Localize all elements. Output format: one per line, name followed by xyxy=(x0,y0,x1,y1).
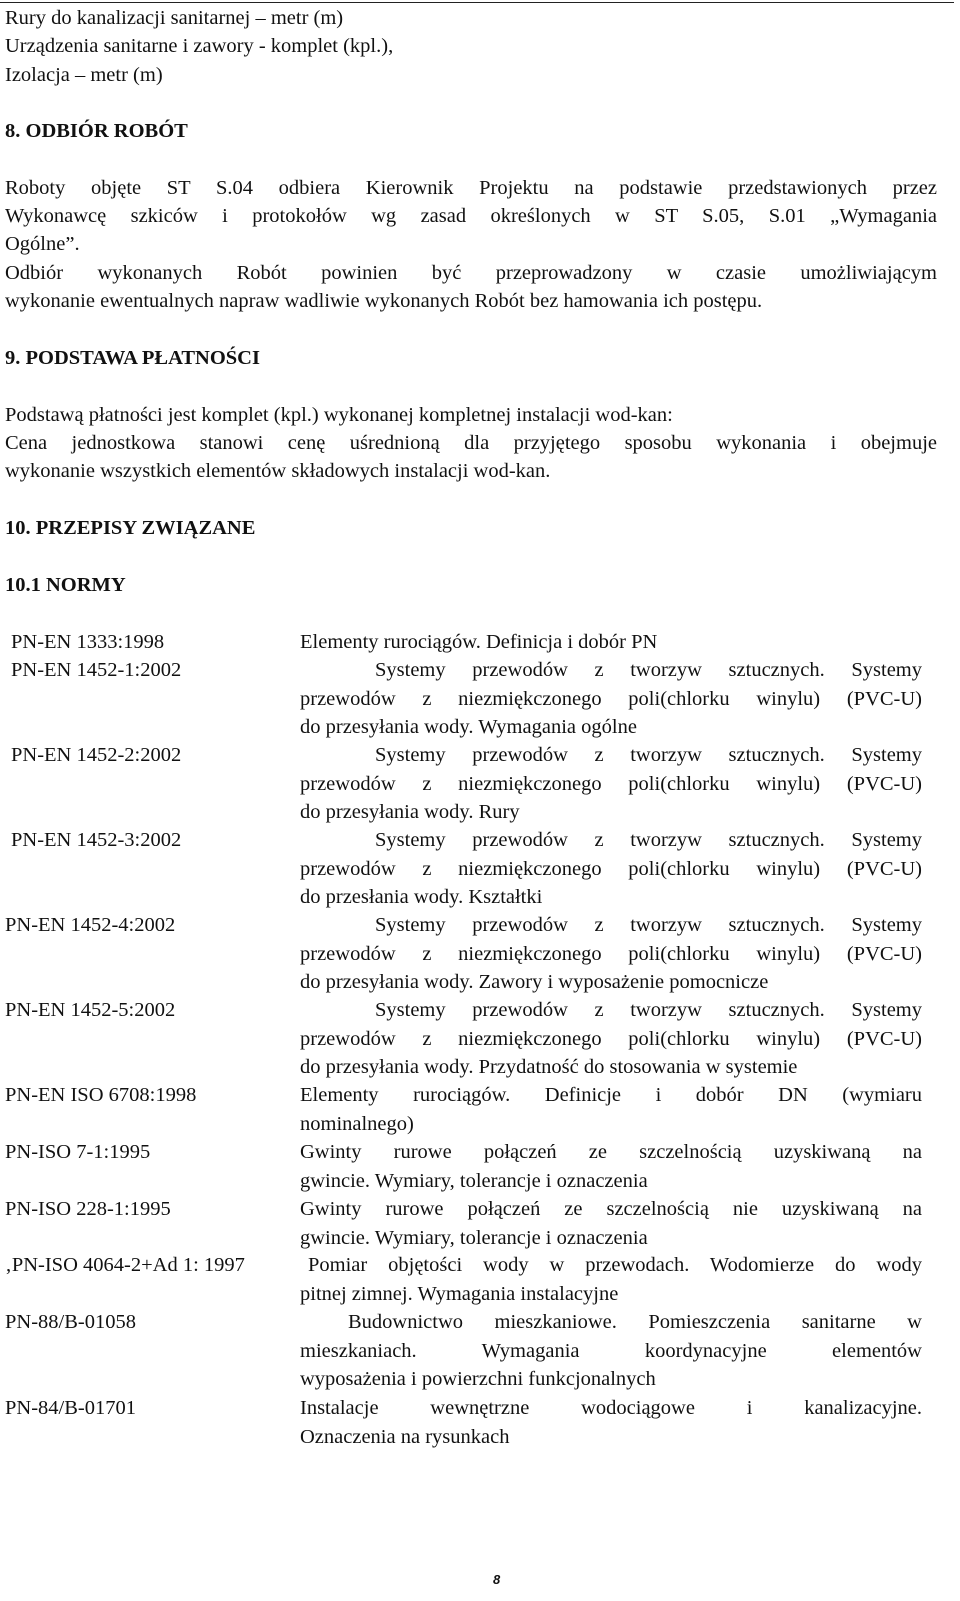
page-number: 8 xyxy=(493,1572,501,1587)
norm-description-line: mieszkaniach. Wymagania koordynacyjne elementów xyxy=(300,1339,922,1362)
norm-description-line: gwincie. Wymiary, tolerancje i oznaczenia xyxy=(300,1169,648,1192)
norm-description xyxy=(300,1308,922,1394)
norm-description-line: Systemy przewodów z tworzyw sztucznych. Systemy xyxy=(375,914,922,936)
norm-description-line: Systemy przewodów z tworzyw sztucznych. Systemy xyxy=(375,659,922,681)
norm-description-line: do przesłania wody. Kształtki xyxy=(300,886,543,908)
norm-description-line: Oznaczenia na rysunkach xyxy=(300,1425,510,1448)
norm-description xyxy=(300,628,922,657)
paragraph-line: Roboty objęte ST S.04 odbiera Kierownik Projektu na podstawie przedstawionych przez xyxy=(5,177,937,199)
norm-description-line: przewodów z niezmiękczonego poli(chlorku winylu) (PVC-U) xyxy=(300,772,922,795)
norm-description xyxy=(300,1138,922,1195)
norm-code: ‚PN-ISO 4064-2+Ad 1: 1997 xyxy=(5,1254,245,1276)
norm-description-line: Instalacje wewnętrzne wodociągowe i kanalizacyjne. xyxy=(300,1397,922,1419)
norm-description-line: przewodów z niezmiękczonego poli(chlorku winylu) (PVC-U) xyxy=(300,857,922,880)
norm-description-line: przewodów z niezmiękczonego poli(chlorku winylu) (PVC-U) xyxy=(300,942,922,965)
norm-description xyxy=(300,1251,922,1308)
section-10-1-heading: 10.1 NORMY xyxy=(5,574,126,596)
paragraph-line: Podstawą płatności jest komplet (kpl.) wykonanej kompletnej instalacji wod-kan: xyxy=(5,404,673,426)
norm-description-line: nominalnego) xyxy=(300,1112,414,1135)
paragraph-line: Ogólne”. xyxy=(5,233,80,255)
section-10-heading: 10. PRZEPISY ZWIĄZANE xyxy=(5,517,256,539)
norm-description-line: do przesyłania wody. Rury xyxy=(300,801,520,823)
norm-description-line: Systemy przewodów z tworzyw sztucznych. Systemy xyxy=(375,829,922,851)
norm-description-line: Elementy rurociągów. Definicja i dobór PN xyxy=(300,631,658,653)
norm-description-line: do przesyłania wody. Zawory i wyposażenie pomocnicze xyxy=(300,971,769,993)
paragraph-line: wykonanie wszystkich elementów składowych instalacji wod-kan. xyxy=(5,460,551,482)
norm-code: PN-EN 1452-2:2002 xyxy=(11,744,182,766)
intro-line: Izolacja – metr (m) xyxy=(5,64,163,86)
norm-description-line: gwincie. Wymiary, tolerancje i oznaczenia xyxy=(300,1226,648,1249)
norm-description xyxy=(300,1081,922,1138)
norm-code: PN-88/B-01058 xyxy=(5,1311,136,1333)
paragraph-line: Wykonawcę szkiców i protokołów wg zasad określonych w ST S.05, S.01 „Wymagania xyxy=(5,205,937,227)
norm-description-line: Elementy rurociągów. Definicje i dobór DN (wymiaru xyxy=(300,1084,922,1106)
norm-description-line: wyposażenia i powierzchni funkcjonalnych xyxy=(300,1368,656,1390)
norm-description xyxy=(300,1195,922,1252)
norm-description-line: Gwinty rurowe połączeń ze szczelnością uzyskiwaną na xyxy=(300,1141,922,1163)
norm-description-line: przewodów z niezmiękczonego poli(chlorku winylu) (PVC-U) xyxy=(300,1027,922,1050)
section-9-heading: 9. PODSTAWA PŁATNOŚCI xyxy=(5,347,260,369)
norm-code: PN-EN 1452-1:2002 xyxy=(11,659,182,681)
norm-code: PN-EN 1333:1998 xyxy=(11,631,165,653)
norm-description-line: Systemy przewodów z tworzyw sztucznych. Systemy xyxy=(375,744,922,766)
norm-description-line: Gwinty rurowe połączeń ze szczelnością nie uzyskiwaną na xyxy=(300,1198,922,1220)
paragraph-line: Odbiór wykonanych Robót powinien być przeprowadzony w czasie umożliwiającym xyxy=(5,262,937,284)
norm-description xyxy=(300,656,922,742)
norm-description-line: Budownictwo mieszkaniowe. Pomieszczenia sanitarne w xyxy=(348,1311,922,1333)
norm-code: PN-EN 1452-3:2002 xyxy=(11,829,182,851)
norm-description xyxy=(300,1394,922,1451)
intro-line: Urządzenia sanitarne i zawory - komplet (kpl.), xyxy=(5,35,394,57)
norm-code: PN-ISO 7-1:1995 xyxy=(5,1141,151,1163)
norm-description-line: do przesyłania wody. Wymagania ogólne xyxy=(300,716,637,738)
norm-code: PN-84/B-01701 xyxy=(5,1397,136,1419)
norm-description-line: pitnej zimnej. Wymagania instalacyjne xyxy=(300,1282,619,1305)
norm-code: PN-EN ISO 6708:1998 xyxy=(5,1084,197,1106)
intro-line: Rury do kanalizacji sanitarnej – metr (m) xyxy=(5,7,344,29)
norm-description-line: Systemy przewodów z tworzyw sztucznych. Systemy xyxy=(375,999,922,1021)
norm-code: PN-ISO 228-1:1995 xyxy=(5,1198,171,1220)
norm-description-line: do przesyłania wody. Przydatność do stosowania w systemie xyxy=(300,1056,798,1078)
norm-description-line: Pomiar objętości wody w przewodach. Wodomierze do wody xyxy=(308,1254,922,1276)
norm-description xyxy=(300,996,922,1082)
norm-description xyxy=(300,911,922,997)
norm-description-line: przewodów z niezmiękczonego poli(chlorku winylu) (PVC-U) xyxy=(300,687,922,710)
top-rule xyxy=(0,2,954,3)
paragraph-line: wykonanie ewentualnych napraw wadliwie wykonanych Robót bez hamowania ich postępu. xyxy=(5,290,763,312)
norm-code: PN-EN 1452-4:2002 xyxy=(5,914,176,936)
section-8-heading: 8. ODBIÓR ROBÓT xyxy=(5,120,188,142)
norm-description xyxy=(300,826,922,912)
paragraph-line: Cena jednostkowa stanowi cenę uśrednioną dla przyjętego sposobu wykonania i obejmuje xyxy=(5,432,937,454)
norm-description xyxy=(300,741,922,827)
norm-code: PN-EN 1452-5:2002 xyxy=(5,999,176,1021)
